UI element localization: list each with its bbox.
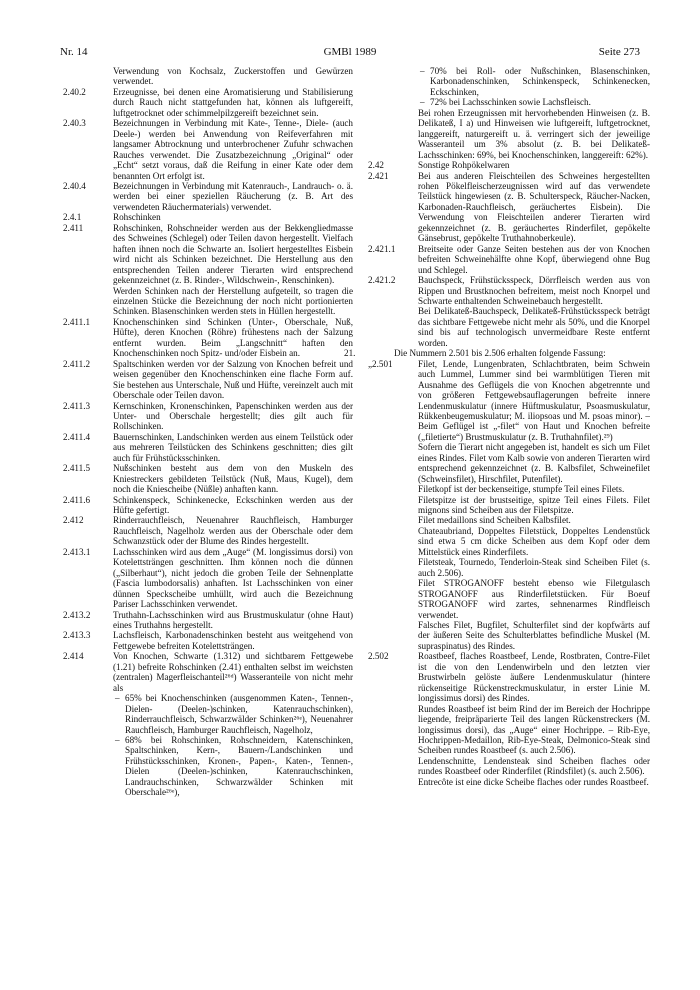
section-number: 2.414 <box>63 651 84 662</box>
item-number: 21. <box>344 348 356 359</box>
section-number: 2.40.2 <box>63 86 86 97</box>
section-number: 2.40.3 <box>63 118 86 129</box>
section-number: 2.4.1 <box>63 212 82 223</box>
section-2-412: 2.412 Rinderrauchfleisch, Neuenahrer Rauchfleisch, Hamburger Rauchfleisch, Nagelholz werden aus der Oberschale oder dem Schwanzstück oder der Blume des Rindes hergestellt. <box>63 515 353 547</box>
section-2-411-2: 2.411.2 Spaltschinken werden vor der Salzung von Knochen befreit und weisen gegenüber den Knochenschinken eine flache Form auf. Sie bestehen aus Unterschale, Nuß und Hüfte, vereinzelt auch mit Oberschale oder Teilen davon. <box>63 358 353 401</box>
paragraph: Chateaubriand, Doppeltes Filetstück, Doppeltes Lendenstück sind etwa 5 cm dicke Scheiben aus dem Kopf oder dem Mittelstück eines Rinderfilets. <box>418 525 650 557</box>
section-2-421-2: 2.421.2 Bauchspeck, Frühstücksspeck, Dörrfleisch werden aus von Rippen und Brustknochen befreitem, meist noch Knorpel und Schwarte enthaltenden Schweinebauch hergestellt. <box>368 275 650 306</box>
section-2-413-1: 2.413.1 Lachsschinken wird aus dem „Auge“ (M. longissimus dorsi) von Kotelettsträngen geschnitten. Ihm können noch die dünnen („Silberhaut“), nicht jedoch die groben Teile der Sehnenplatte (Fascia lumbodorsalis) anhaften. Ist Lachsschinken von einer dünnen Speckscheibe umhüllt, wird auch die Bezeichnung Pariser Lachsschinken verwendet. <box>63 546 353 610</box>
paragraph: Rundes Roastbeef ist beim Rind der im Bereich der Hochrippe liegende, freipräparierte Teil des langen Rückenstreckers (M. longissimus dorsi), das „Auge“ einer Hochrippe. – Rib-Eye, Hochrippen-Medaillon, Rib-Eye-Steak, Delmonico-Steak sind Scheiben rundes Roastbeef (s. auch 2.506). <box>418 703 650 756</box>
page-number: Seite 273 <box>598 46 640 58</box>
section-2-411-3: 2.411.3 Kernschinken, Kronenschinken, Papenschinken werden aus der Unter- und Oberschale hergestellt; dies gilt auch für Rollschinken. <box>63 400 353 432</box>
section-2-414: 2.414 Von Knochen, Schwarte (1.312) und sichtbarem Fettgewebe (1.21) befreite Rohschinken (2.41) enthalten selbst im weichsten (zentralen) Magerfleischanteil²⁶ᵈ) Wasseranteile von nicht mehr als <box>63 651 353 693</box>
section-2-42: 2.42 Sonstige Rohpökelwaren <box>368 160 510 171</box>
section-2-501: „2.501 Filet, Lende, Lungenbraten, Schlachtbraten, beim Schwein auch Lummel, Lummer sind bei warmblütigen Tieren mit Ausnahme des Geflügels die von Knochen abgetrennte und von größeren Fettgewebsauflagerungen befreite innere Lendenmuskulatur (innere Hüftmuskulatur, Psoasmuskulatur, Rükkenbeugemuskulatur; M. iliopsoas und M. psoas minor). – Beim Geflügel ist „-filet“ von Haut und Knochen befreite („filetierte“) Brustmuskulatur (z. B. Truthahnfilet).²⁹) <box>368 358 650 442</box>
section-2-40-2: 2.40.2 Erzeugnisse, bei denen eine Aromatisierung und Stabilisierung durch Rauch nicht stattgefunden hat, können als luftgereift, luftgetrocknet oder schimmelpilzgereift bezeichnet sein. <box>63 86 353 118</box>
section-number: 2.411.5 <box>63 463 91 474</box>
section-number: 2.411.3 <box>63 400 91 411</box>
section-number: 2.502 <box>368 651 389 662</box>
section-2-421-1: 2.421.1 Breitseite oder Ganze Seiten bestehen aus der von Knochen befreiten Schweinehälfte ohne Kopf, überwiegend ohne Bug und Schlegel. <box>368 243 650 275</box>
paragraph: Bei rohen Erzeugnissen mit hervorhebenden Hinweisen (z. B. Delikateß, I a) und Hinweisen wie luftgereift, luftgetrocknet, langgereift, naturgereift u. ä. verringert sich der jeweilige Wasseranteil um 3% absolut (z. B. bei Delikateß-Lachsschinken: 69%, bei Knochenschinken, langgereift: 62%). <box>418 107 650 160</box>
section-2-411-6: 2.411.6 Schinkenspeck, Schinkenecke, Eckschinken werden aus der Hüfte gefertigt. <box>63 494 353 516</box>
page-header <box>60 46 640 62</box>
issue-number: Nr. 14 <box>60 46 88 58</box>
section-2-4-1: 2.4.1 Rohschinken <box>63 212 161 223</box>
paragraph: Filetspitze ist der brustseitige, spitze Teil eines Filets. Filet mignons sind Scheiben aus der Filetspitze. <box>418 494 650 516</box>
section-2-40-4: 2.40.4 Bezeichnungen in Verbindung mit Katenrauch-, Landrauch- o. ä. werden bei einer speziellen Räucherung (z. B. Art des verwendeten Räuchermaterials) verwendet. <box>63 180 353 212</box>
section-2-413-2: 2.413.2 Truthahn-Lachsschinken wird aus Brustmuskulatur (ohne Haut) eines Truthahns hergestellt. <box>63 609 353 631</box>
section-2-411-1: 2.411.1 Knochenschinken sind Schinken (Unter-, Oberschale, Nuß, Hüfte), deren Knochen (Röhre) frühestens nach der Salzung entfernt wurden. Beim „Langschnitt“ haften den Knochenschinken noch Spitz- und/oder Eisbein an. <box>63 316 353 359</box>
left-column <box>63 66 353 798</box>
section-number: 2.411.6 <box>63 494 91 505</box>
paragraph: Bei Delikateß-Bauchspeck, Delikateß-Frühstücksspeck beträgt das sichtbare Fettgewebe nicht mehr als 50%, und die Knorpel sind bis auf technologisch unvermeidbare Reste entfernt worden. <box>418 306 650 348</box>
item-21: 21. Die Nummern 2.501 bis 2.506 erhalten folgende Fassung: <box>344 348 606 359</box>
dash-list <box>368 66 650 108</box>
paragraph: Filet medaillons sind Scheiben Kalbsfilet. <box>418 515 571 526</box>
section-number: 2.421 <box>368 170 389 181</box>
section-number: „2.501 <box>368 358 393 369</box>
section-number: 2.413.3 <box>63 630 91 641</box>
section-number: 2.40.4 <box>63 180 86 191</box>
section-number: 2.412 <box>63 515 84 526</box>
section-2-413-3: 2.413.3 Lachsfleisch, Karbonadenschinken besteht aus weitgehend von Fettgewebe befreiten Kotelettsträngen. <box>63 630 353 651</box>
list-item: – 72% bei Lachsschinken sowie Lachsfleisch. <box>420 97 591 108</box>
paragraph: Filetsteak, Tournedo, Tenderloin-Steak sind Scheiben Filet (s. auch 2.506). <box>418 557 650 578</box>
section-number: 2.42 <box>368 160 384 171</box>
dash-list <box>63 693 353 798</box>
section-number: 2.411.4 <box>63 431 91 442</box>
section-2-421: 2.421 Bei aus anderen Fleischteilen des Schweines hergestellten rohen Pökelfleischerzeugnissen wird auf das verwendete Teilstück hingewiesen (z. B. Schulterspeck, Räucher-Nacken, Karbonaden-Rauchfleisch, geräuchertes Eisbein). Die Verwendung von Fleischteilen anderer Tierarten wird gekennzeichnet (z. B. geräuchertes Rinderfilet, gepökelte Gänsebrust, gepökelte Truthahnoberkeule). <box>368 170 650 244</box>
section-2-411: 2.411 Rohschinken, Rohschneider werden aus der Bekkengliedmasse des Schweines (Schlegel) oder Teilen davon hergestellt. Vielfach haften ihnen noch die Schwarte an. Isoliert hergestelltes Eisbein wird nicht als Schinken bezeichnet. Die Herstellung aus den entsprechenden Teilen anderer Tierarten wird entsprechend gekennzeichnet (z. B. Rinder-, Wildschwein-, Renschinken). <box>63 222 353 286</box>
section-number: 2.411.1 <box>63 316 91 327</box>
paragraph: Falsches Filet, Bugfilet, Schulterfilet sind der kopfwärts auf der äußeren Seite des Schulterblattes befindliche Muskel (M. supraspinatus) des Rindes. <box>418 620 650 651</box>
section-number: 2.421.1 <box>368 243 396 254</box>
journal-title: GMBl 1989 <box>323 46 377 58</box>
paragraph: Entrecôte ist eine dicke Scheibe flaches oder rundes Roastbeef. <box>418 776 649 787</box>
section-2-40-3: 2.40.3 Bezeichnungen in Verbindung mit Kate-, Tenne-, Diele- (auch Deele-) werden bei Anwendung von Reifeverfahren mit langsamer Abtrocknung und unterbrochener Zufuhr schwachen Rauches verwendet. Die Zusatzbezeichnung „Original“ oder „Echt“ setzt voraus, daß die Reifung in einer Kate oder dem benannten Ort erfolgt ist. <box>63 118 353 181</box>
paragraph: Lendenschnitte, Lendensteak sind Scheiben flaches oder rundes Roastbeef oder Rinderfilet (Rindsfilet) (s. auch 2.506). <box>418 755 650 777</box>
section-number: 2.413.2 <box>63 609 91 620</box>
section-2-411-5: 2.411.5 Nußschinken besteht aus dem von den Muskeln des Kniestreckers gebildeten Teilstück (Nuß, Maus, Kugel), dem noch die Kniescheibe (Nüßle) anhaften kann. <box>63 463 353 495</box>
section-number: 2.421.2 <box>368 275 396 286</box>
list-item: – 70% bei Roll- oder Nußschinken, Blasenschinken, Karbonadenschinken, Schinkenspeck, Schinkenecken, Eckschinken, <box>420 66 650 97</box>
paragraph: Filet STROGANOFF besteht ebenso wie Filetgulasch STROGANOFF aus Rinderfiletstücken. Für Boeuf STROGANOFF wird zartes, sehnenarmes Rindfleisch verwendet. <box>418 578 650 620</box>
section-2-502: 2.502 Roastbeef, flaches Roastbeef, Lende, Rostbraten, Contre-Filet ist die von den Lendenwirbeln und den letzten vier Brustwirbeln gelöste äußere Lendenmuskulatur (hintere rückenseitige Rückenstreckmuskulatur, in erster Linie M. longissimus dorsi) des Rindes. <box>368 651 650 704</box>
list-item: – 65% bei Knochenschinken (ausgenommen Katen-, Tennen-, Dielen- (Deelen-)schinken, Katenrauchschinken), Rinderrauchfleisch, Schwarzwälder Schinken²⁶ᵉ), Neuenahrer Rauchfleisch, Hamburger Rauchfleisch, Nagelholz, <box>115 693 353 735</box>
section-2-411-4: 2.411.4 Bauernschinken, Landschinken werden aus einem Teilstück oder aus mehreren Teilstücken des Schinkens geschnitten; dies gilt auch für Frühstücksschinken. <box>63 431 353 463</box>
section-number: 2.413.1 <box>63 546 91 557</box>
paragraph: Verwendung von Kochsalz, Zuckerstoffen und Gewürzen verwendet. <box>113 66 353 87</box>
section-number: 2.411.2 <box>63 358 91 369</box>
paragraph: Werden Schinken nach der Herstellung aufgeteilt, so tragen die einzelnen Stücke die Bezeichnung der noch nicht portionierten Schinken. Blasenschinken werden stets in Hüllen hergestellt. <box>113 285 353 317</box>
paragraph: Sofern die Tierart nicht angegeben ist, handelt es sich um Filet eines Rindes. Filet vom Kalb sowie von anderen Tierarten wird entsprechend gekennzeichnet (z. B. Kalbsfilet, Schweinefilet (Schweinsfilet), Hirschfilet, Putenfilet). <box>418 442 650 484</box>
paragraph: Filetkopf ist der beckenseitige, stumpfe Teil eines Filets. <box>418 484 625 495</box>
right-column <box>344 66 650 787</box>
list-item: – 68% bei Rohschinken, Rohschneidern, Katenschinken, Spaltschinken, Kern-, Bauern-/Landschinken und Frühstücksschinken, Kronen-, Papen-, Katen-, Tennen-, Dielen (Deelen-)schinken, Katenrauchschinken, Landrauchschinken, Schwarzwälder Schinken mit Oberschale²⁶ᵉ), <box>115 735 353 798</box>
section-number: 2.411 <box>63 222 84 233</box>
